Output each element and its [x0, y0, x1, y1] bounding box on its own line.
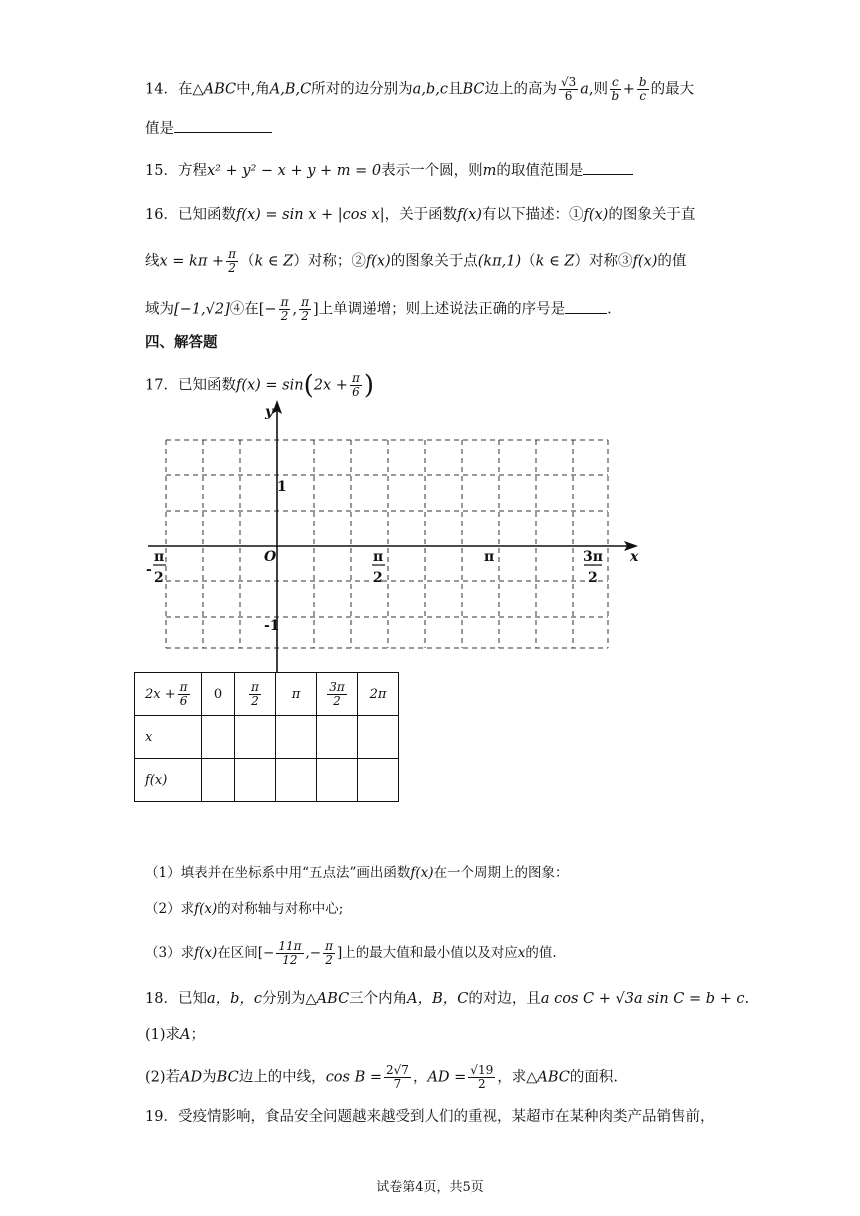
table-row: [135, 716, 399, 759]
question-17-part-1: （1）填表并在坐标系中用“五点法”画出函数f(x)在一个周期上的图象：: [145, 865, 569, 881]
five-point-table: [134, 672, 399, 802]
page-footer: 试卷第4页，共5页: [376, 1180, 484, 1195]
section-heading: 四、解答题: [145, 334, 218, 351]
pi-over-2-fraction: $\frac{\pi}{2}$: [228, 247, 237, 275]
pi-over-2-fraction-right: $\frac{\pi}{2}$: [301, 295, 309, 323]
y-tick-neg-1: -1: [264, 618, 280, 634]
question-15: 15．方程x² + y² − x + y + m = 0表示一个圆，则m的取值范围是: [145, 160, 633, 182]
x-axis-label: x: [630, 549, 639, 565]
question-16-line-3: 域为[−1,√2]④在[− $\frac{\pi}{2}$ , $\frac{\pi}{2}$ ]上单调递增；则上述说法正确的序号是 .: [145, 295, 612, 323]
x-tick-neg-pi-half: [146, 549, 166, 586]
table-header-2x-plus-pi-6: 2x + $\frac{\pi}{6}$: [135, 673, 202, 716]
table-header-x: x: [135, 716, 202, 759]
table-cell-empty[interactable]: [202, 716, 235, 759]
coordinate-grid[interactable]: [140, 398, 650, 673]
question-18: 18．已知a，b，c分别为△ABC三个内角A，B，C的对边，且a cos C + √3a sin C = b + c.: [145, 991, 750, 1007]
y-axis-label: y: [265, 404, 274, 420]
table-cell: $\frac{\pi}{2}$: [235, 673, 276, 716]
origin-label: O: [264, 549, 277, 565]
pi-over-6-fraction: $\frac{\pi}{6}$: [351, 371, 360, 399]
x-tick-three-pi-half: [583, 549, 603, 586]
cos-b-fraction: $\frac{2√7}{7}$: [386, 1063, 409, 1091]
svg-text:3π: 3π: [583, 549, 603, 565]
table-cell-empty[interactable]: [358, 759, 399, 802]
table-cell: $\frac{3\pi}{2}$: [317, 673, 358, 716]
table-row: [135, 759, 399, 802]
svg-text:2: 2: [588, 570, 598, 586]
svg-text:π: π: [154, 549, 165, 565]
question-17: 17．已知函数f(x) = sin(2x + $\frac{\pi}{6}$ ): [145, 370, 374, 401]
question-16-line-2: 线x = kπ + $\frac{\pi}{2}$ （k ∈ Z）对称；②f(x)的图象关于点(kπ,1)（k ∈ Z）对称③f(x)的值: [145, 247, 687, 275]
table-cell-empty[interactable]: [317, 716, 358, 759]
question-14-line-1: 14．在△ABC中,角A,B,C所对的边分别为a,b,c且BC边上的高为 $\frac{√3}{6}$ a,则 $\frac{c}{b}$ + $\frac{b}{c}$ 的最大: [145, 75, 695, 103]
table-row: [135, 673, 399, 716]
svg-text:2: 2: [154, 570, 164, 586]
table-cell-empty[interactable]: [317, 759, 358, 802]
answer-blank-15[interactable]: [583, 160, 633, 175]
question-16-line-1: 16．已知函数f(x) = sin x + |cos x|，关于函数f(x)有以下描述：①f(x)的图象关于直: [145, 207, 696, 223]
table-cell-empty[interactable]: [358, 716, 399, 759]
table-cell-empty[interactable]: [235, 716, 276, 759]
question-18-part-1: (1)求A；: [145, 1027, 206, 1043]
table-cell: π: [276, 673, 317, 716]
question-19: 19．受疫情影响，食品安全问题越来越受到人们的重视，某超市在某种肉类产品销售前，: [145, 1109, 715, 1125]
table-header-fx: f(x): [135, 759, 202, 802]
svg-text:-: -: [146, 562, 152, 578]
dashed-grid: [166, 440, 608, 648]
answer-blank-16[interactable]: [565, 299, 607, 314]
neg-pi-over-2-fraction: $\frac{\pi}{2}$: [280, 295, 289, 323]
fraction-c-over-b: $\frac{c}{b}$: [611, 75, 620, 103]
y-tick-1: 1: [277, 479, 287, 495]
table-cell-empty[interactable]: [276, 759, 317, 802]
ad-length-fraction: $\frac{√19}{2}$: [470, 1063, 494, 1091]
question-18-part-2: (2)若AD为BC边上的中线，cos B = $\frac{2√7}{7}$ ，AD = $\frac{√19}{2}$ ，求△ABC的面积.: [145, 1063, 618, 1091]
svg-text:2: 2: [373, 570, 383, 586]
x-tick-pi: π: [484, 549, 495, 565]
svg-text:π: π: [373, 549, 384, 565]
axes: [148, 406, 632, 673]
table-cell-empty[interactable]: [202, 759, 235, 802]
neg-pi-over-2-fraction-interval: $\frac{\pi}{2}$: [325, 939, 333, 967]
x-tick-pi-half: [372, 549, 385, 586]
table-cell: 0: [202, 673, 235, 716]
table-cell-empty[interactable]: [235, 759, 276, 802]
height-fraction: $\frac{√3}{6}$: [560, 75, 577, 103]
question-17-part-3: （3）求f(x)在区间[− $\frac{11\pi}{12}$ ,− $\frac{\pi}{2}$ ]上的最大值和最小值以及对应x的值.: [145, 939, 557, 967]
table-cell-empty[interactable]: [276, 716, 317, 759]
table-cell: 2π: [358, 673, 399, 716]
question-14-line-2: 值是: [145, 118, 272, 140]
question-17-part-2: （2）求f(x)的对称轴与对称中心;: [145, 901, 344, 917]
fraction-b-over-c: $\frac{b}{c}$: [638, 75, 647, 103]
neg-11pi-over-12-fraction: $\frac{11\pi}{12}$: [278, 939, 302, 967]
answer-blank-14[interactable]: [174, 118, 272, 133]
